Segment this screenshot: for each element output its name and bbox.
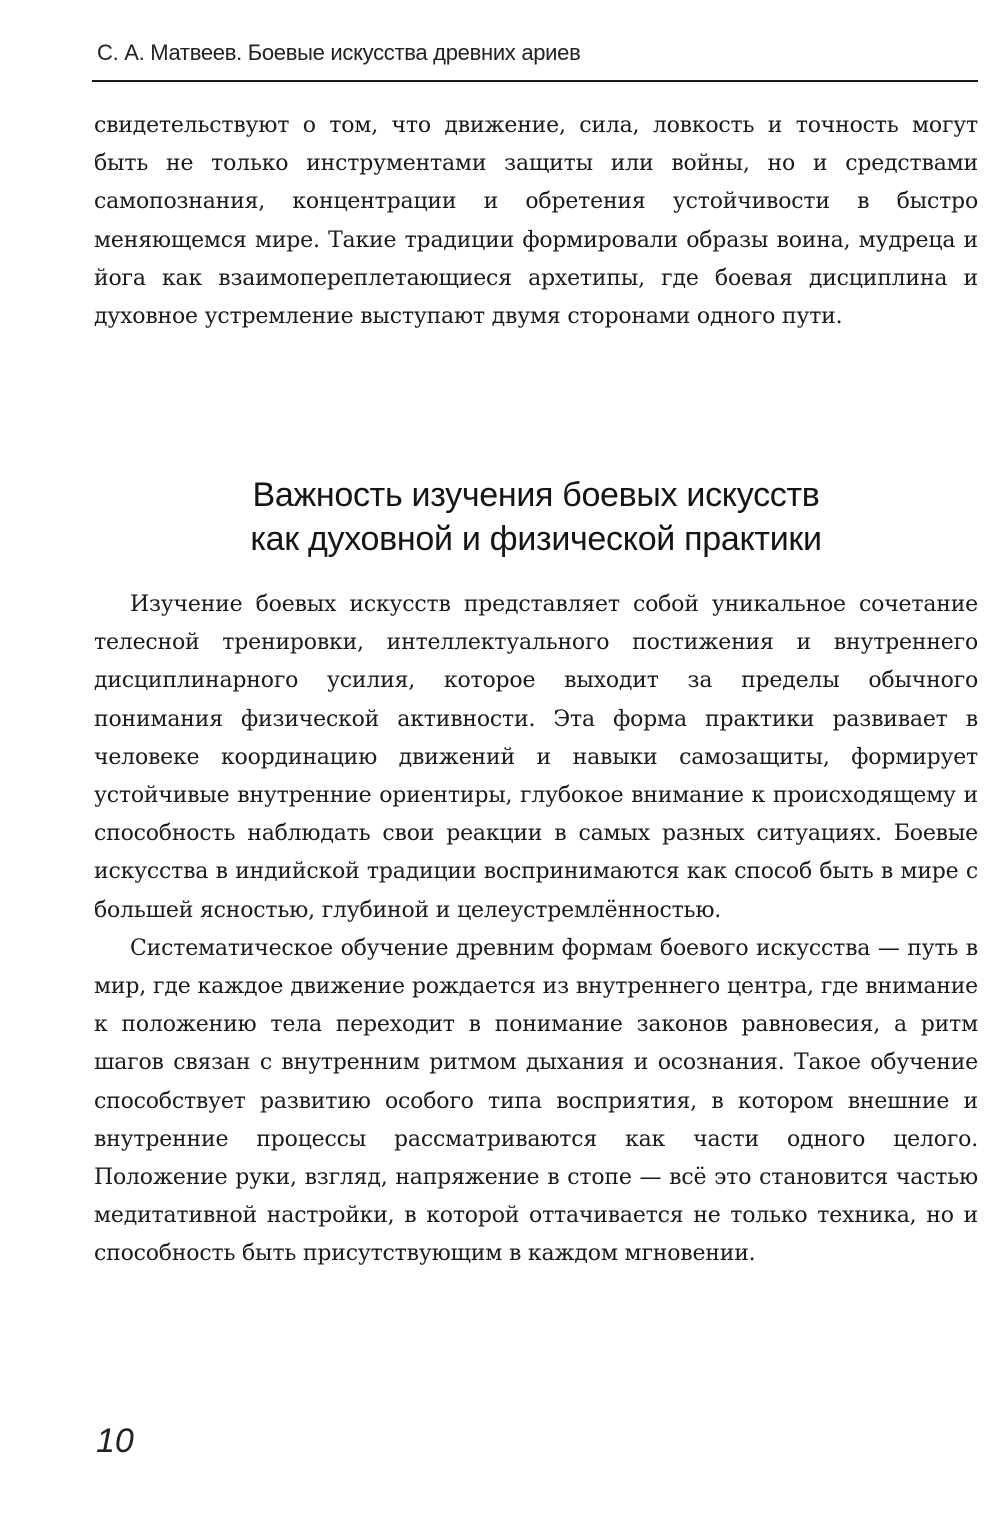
body-paragraph: Изучение боевых искусств представляет собой уникальное сочетание телесной тренировки, интеллектуального постижения и внутреннего дисциплинарного усилия, которое выходит за пределы обычного понимания физической активности. Эта форма практики развивает в человеке координацию движений и навыки самозащиты, формирует устойчивые внутренние ориентиры, глубокое внимание к происходящему и способность наблюдать свои реакции в самых разных ситуациях. Боевые искусства в индийской традиции воспринимаются как способ быть в мире с большей ясностью, глубиной и целеустремлённостью. xyxy=(94,592,978,923)
section-heading-line-2: как духовной и физической практики xyxy=(250,520,822,558)
intro-text-block xyxy=(94,107,978,336)
section-heading xyxy=(94,473,978,561)
intro-paragraph: свидетельствуют о том, что движение, сила, ловкость и точность могут быть не только инструментами защиты или войны, но и средствами самопознания, концентрации и обретения устойчивости в быстро меняющемся мире. Такие традиции формировали образы воина, мудреца и йога как взаимопереплетающиеся архетипы, где боевая дисциплина и духовное устремление выступают двумя сторонами одного пути. xyxy=(94,113,978,330)
page-number: 10 xyxy=(96,1422,134,1460)
running-head: С. А. Матвеев. Боевые искусства древних ариев xyxy=(97,40,581,65)
section-heading-line-1: Важность изучения боевых искусств xyxy=(252,476,820,514)
header-rule xyxy=(92,80,978,82)
body-paragraph: Систематическое обучение древним формам боевого искусства — путь в мир, где каждое движение рождается из внутреннего центра, где внимание к положению тела переходит в понимание законов равновесия, а ритм шагов связан с внутренним ритмом дыхания и осознания. Такое обучение способствует развитию особого типа восприятия, в котором внешние и внутренние процессы рассматриваются как части одного целого. Положение руки, взгляд, напряжение в стопе — всё это становится частью медитативной настройки, в которой оттачивается не только техника, но и способность быть присутствующим в каждом мгновении. xyxy=(94,935,978,1267)
section-body xyxy=(94,586,978,1274)
